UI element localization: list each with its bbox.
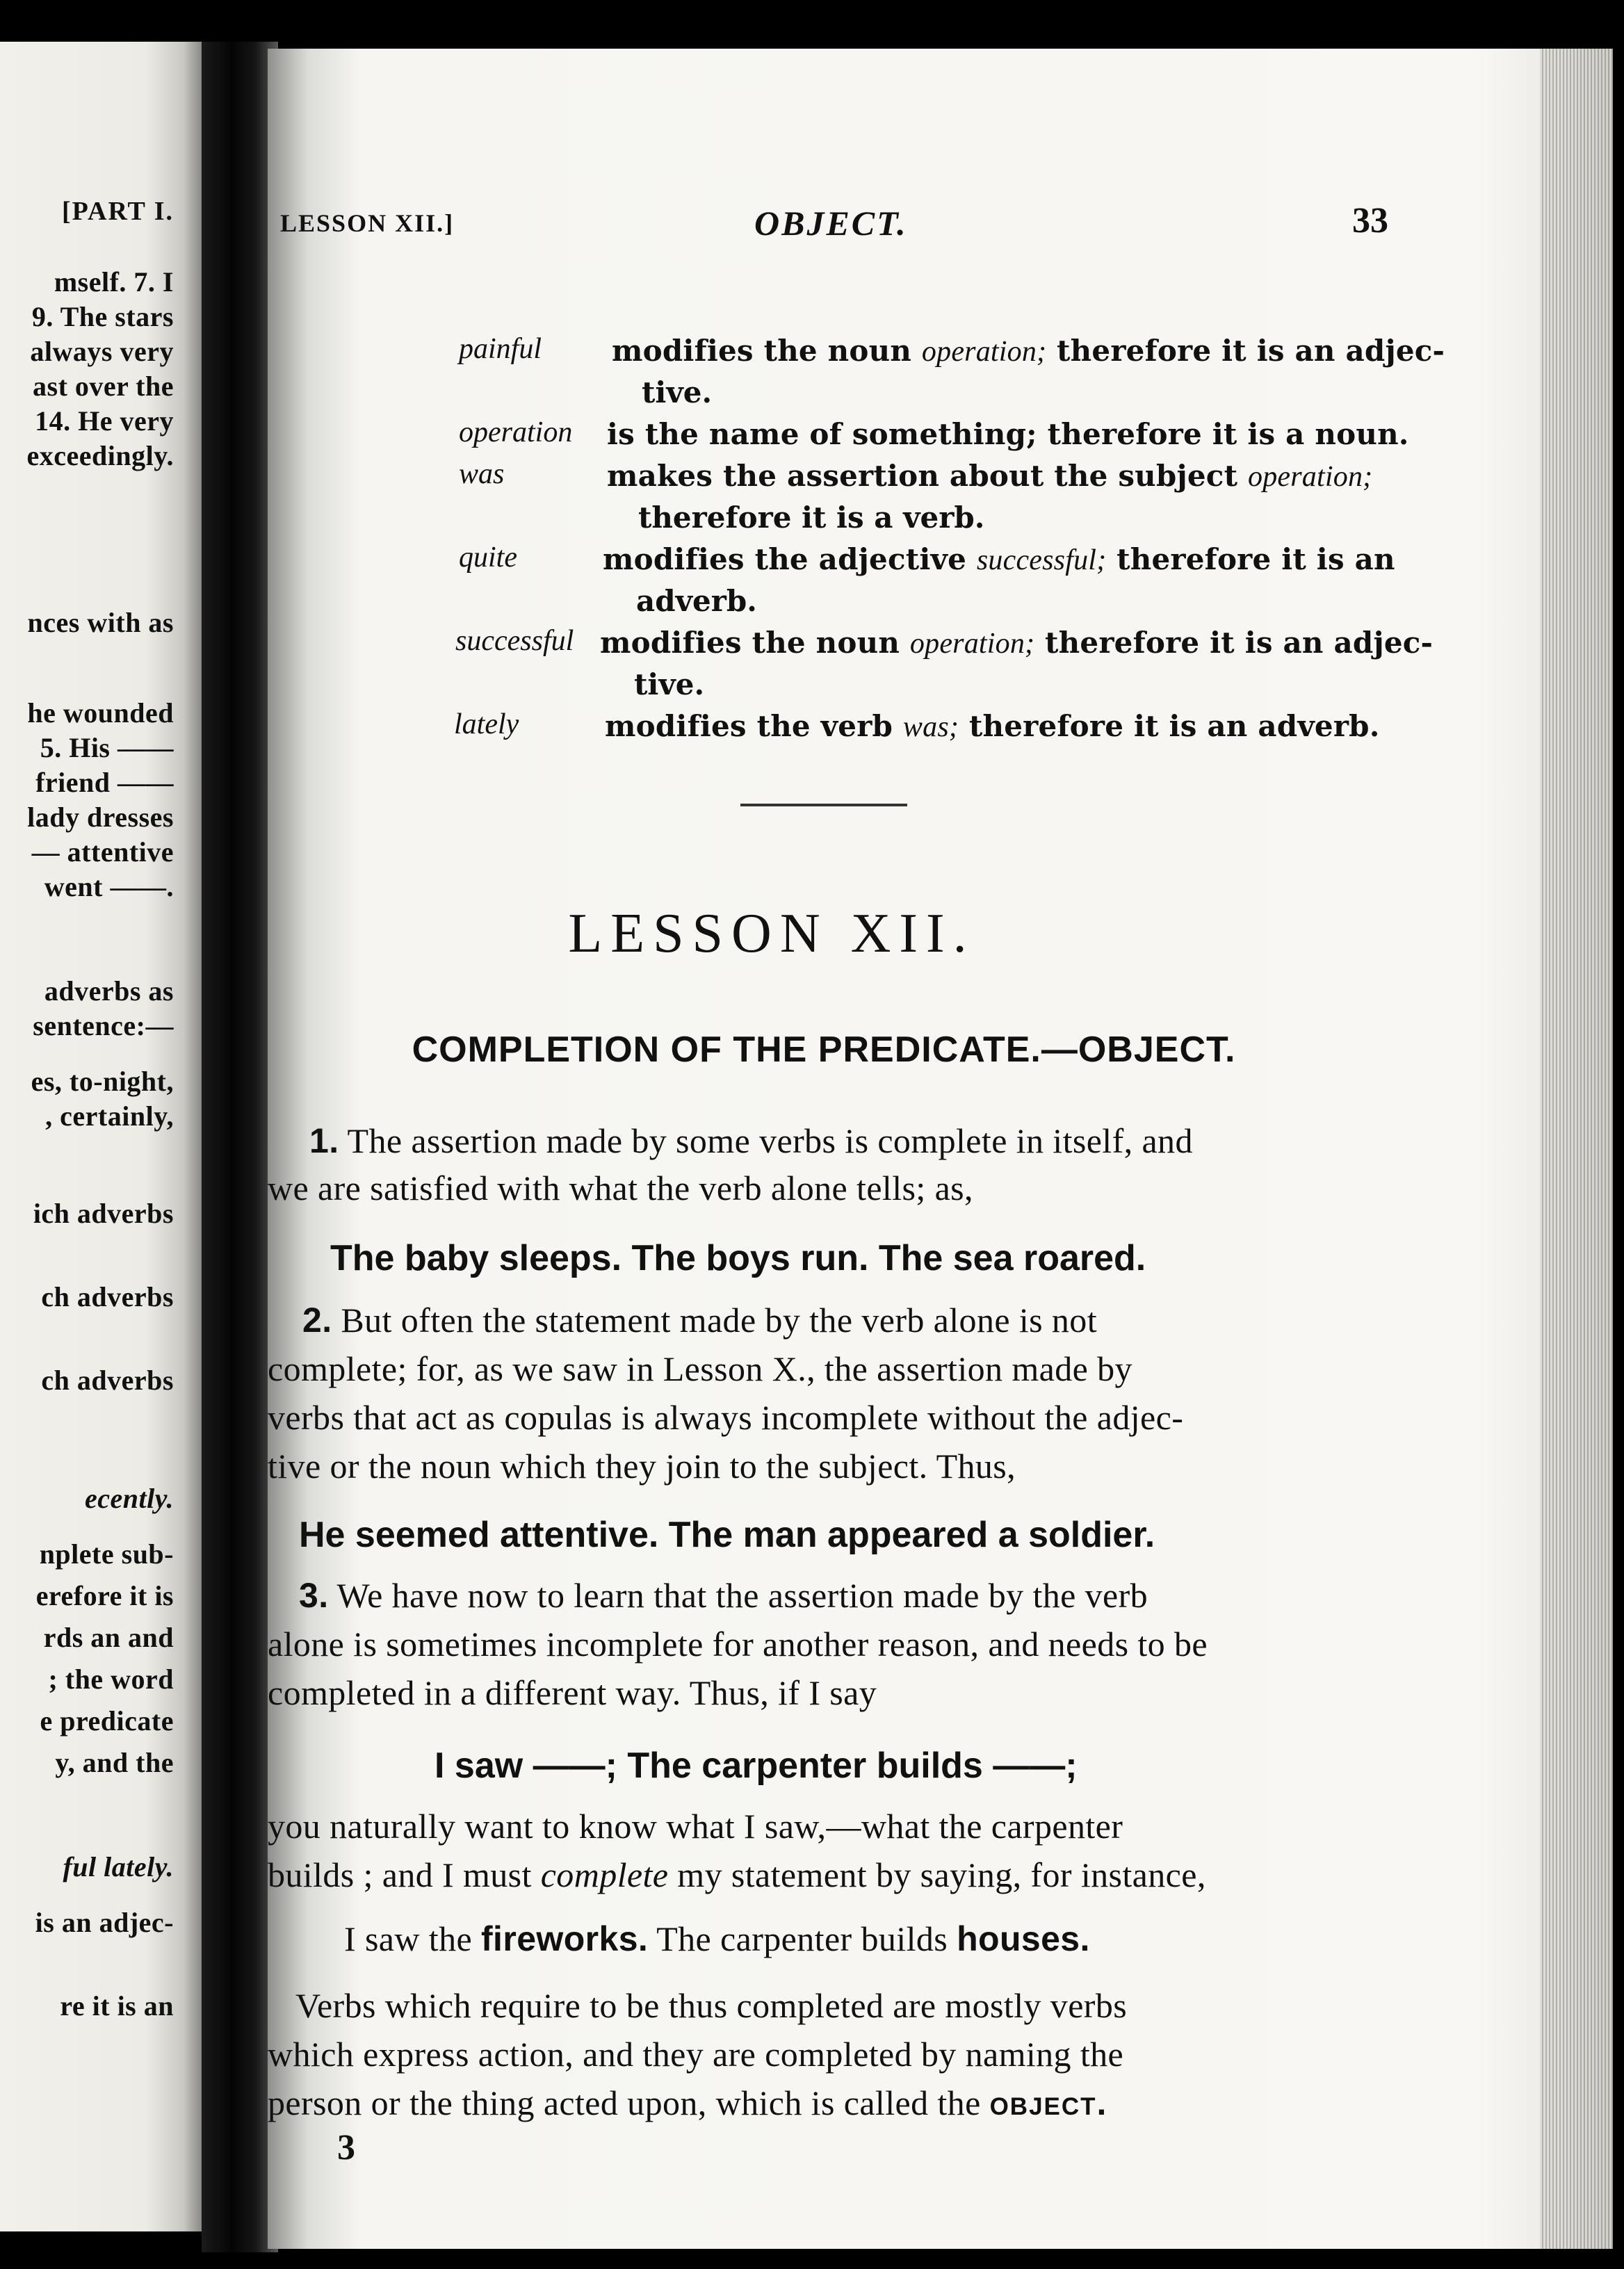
example-sentences-2: He seemed attentive. The man appeared a soldier.	[299, 1515, 1155, 1555]
left-page-line: ast over the	[33, 371, 174, 402]
left-page-line: ch adverbs	[41, 1365, 174, 1396]
paragraph-1-line: 1. The assertion made by some verbs is complete in itself, and	[309, 1121, 1193, 1160]
paragraph-2-line: complete; for, as we saw in Lesson X., the assertion made by	[268, 1349, 1132, 1388]
parse-continuation: adverb.	[636, 584, 757, 618]
parse-term: quite	[459, 542, 517, 574]
signature-mark: 3	[337, 2128, 355, 2168]
left-page-line: mself. 7. I	[54, 266, 174, 298]
lesson-heading: LESSON XII.	[568, 903, 975, 964]
parse-description: makes the assertion about the subject operation;	[607, 459, 1373, 493]
right-page	[268, 49, 1613, 2249]
paragraph-5-line: Verbs which require to be thus completed are mostly verbs	[295, 1986, 1128, 2025]
left-page-line: always very	[30, 336, 174, 367]
left-page-line: ich adverbs	[33, 1198, 174, 1229]
parse-continuation: tive.	[642, 375, 713, 409]
page-number: 33	[1352, 201, 1388, 241]
left-page-line: es, to-night,	[31, 1066, 174, 1097]
parse-description: modifies the adjective successful; therefore it is an	[603, 542, 1395, 576]
left-facing-page	[0, 42, 209, 2231]
left-page-line: is an adjec-	[35, 1907, 174, 1938]
paragraph-3-line: completed in a different way. Thus, if I say	[268, 1673, 877, 1712]
left-page-line: went ——.	[44, 871, 174, 902]
paragraph-1-line: we are satisfied with what the verb alone tells; as,	[268, 1169, 973, 1207]
left-page-line: he wounded	[27, 697, 174, 729]
paragraph-5-line: person or the thing acted upon, which is called the object.	[268, 2083, 1108, 2122]
paragraph-2-line: verbs that act as copulas is always incomplete without the adjec-	[268, 1398, 1184, 1437]
paragraph-4-line: builds ; and I must complete my statement by saying, for instance,	[268, 1855, 1206, 1894]
parse-description: modifies the noun operation; therefore it is an adjec-	[612, 334, 1445, 368]
running-head-lesson: LESSON XII.]	[280, 209, 455, 237]
example-sentences-4: I saw the fireworks. The carpenter builds houses.	[344, 1919, 1090, 1958]
lesson-subheading: COMPLETION OF THE PREDICATE.—OBJECT.	[412, 1030, 1236, 1070]
left-page-line: exceedingly.	[26, 440, 174, 471]
left-page-line: ; the word	[48, 1664, 174, 1695]
parse-term: painful	[459, 333, 542, 365]
example-sentences-3: I saw ——; The carpenter builds ——;	[435, 1746, 1078, 1786]
left-page-line: friend ——	[35, 767, 174, 798]
left-page-line: e predicate	[40, 1705, 174, 1737]
left-page-line: rds an and	[43, 1622, 174, 1653]
paragraph-3-line: 3. We have now to learn that the assertion made by the verb	[299, 1576, 1148, 1615]
left-page-line: , certainly,	[45, 1100, 174, 1132]
left-page-line: ch adverbs	[41, 1281, 174, 1312]
left-page-line: 14. He very	[35, 405, 174, 437]
paragraph-2-line: 2. But often the statement made by the verb alone is not	[302, 1301, 1097, 1340]
left-page-line: erefore it is	[35, 1580, 174, 1611]
left-page-line: adverbs as	[44, 975, 174, 1007]
left-page-line: 5. His ——	[40, 732, 174, 763]
parse-continuation: tive.	[634, 667, 705, 701]
parse-description: is the name of something; therefore it is a noun.	[607, 417, 1409, 451]
left-page-line: ecently.	[84, 1483, 174, 1514]
parse-description: modifies the verb was; therefore it is an adverb.	[605, 709, 1380, 743]
example-sentences-1: The baby sleeps. The boys run. The sea roared.	[330, 1238, 1146, 1278]
left-page-line: lady dresses	[27, 802, 174, 833]
parse-term: successful	[455, 625, 574, 657]
parse-term: operation	[459, 416, 573, 448]
paragraph-2-line: tive or the noun which they join to the subject. Thus,	[268, 1447, 1016, 1486]
left-page-line: nces with as	[27, 607, 174, 638]
left-page-line: 9. The stars	[31, 301, 174, 332]
left-page-line: re it is an	[60, 1990, 174, 2022]
left-page-line: sentence:—	[33, 1010, 174, 1041]
running-head-title: OBJECT.	[754, 204, 908, 243]
parse-term: lately	[454, 708, 519, 740]
paragraph-4-line: you naturally want to know what I saw,—what the carpenter	[268, 1807, 1123, 1846]
left-page-line: y, and the	[55, 1747, 174, 1778]
left-page-header: [PART I.	[61, 197, 174, 226]
book-gutter	[202, 42, 278, 2252]
left-page-line: — attentive	[31, 836, 174, 868]
parse-term: was	[459, 458, 505, 490]
paragraph-3-line: alone is sometimes incomplete for another reason, and needs to be	[268, 1625, 1208, 1664]
parse-description: modifies the noun operation; therefore it is an adjec-	[600, 626, 1434, 660]
left-page-line: nplete sub-	[39, 1538, 174, 1570]
section-divider	[740, 804, 907, 806]
left-page-line: ful lately.	[63, 1851, 174, 1882]
page-edges	[1540, 49, 1613, 2249]
parse-continuation: therefore it is a verb.	[638, 501, 985, 535]
paragraph-5-line: which express action, and they are completed by naming the	[268, 2035, 1124, 2074]
